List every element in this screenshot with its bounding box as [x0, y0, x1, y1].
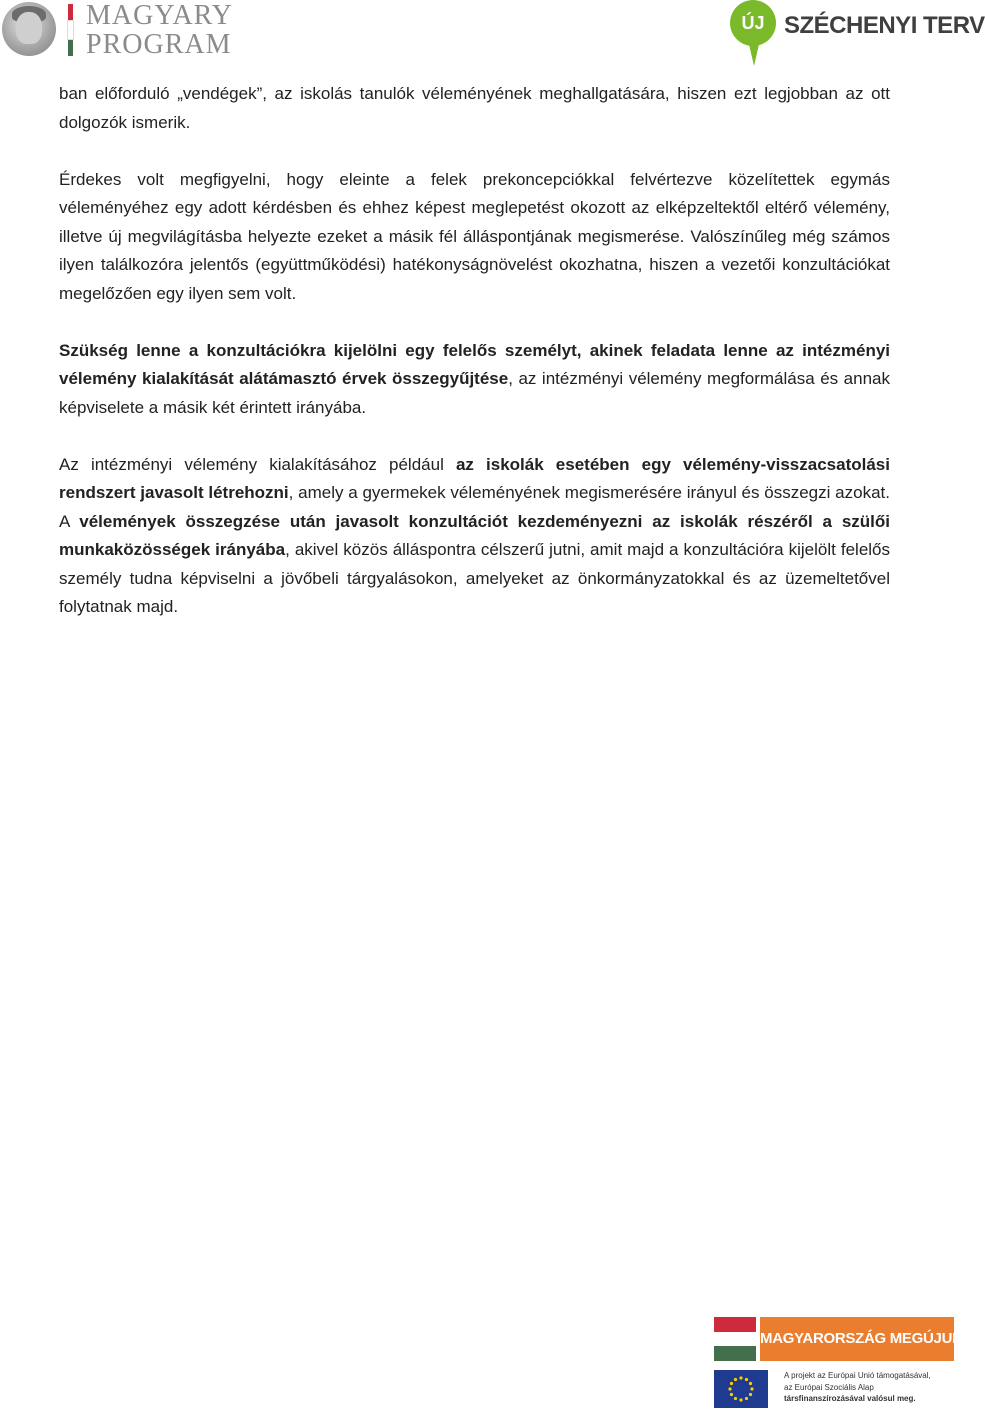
eu-star — [749, 1393, 752, 1396]
eu-funding-notice — [714, 1370, 954, 1408]
text-run: , az intézményi vélemény megformálása és annak képviselete a másik két érintett irányába. — [59, 369, 890, 417]
eu-line-1: A projekt az Európai Unió támogatásával, — [784, 1371, 931, 1380]
hungarian-flag-icon — [714, 1317, 756, 1361]
eu-star — [730, 1393, 733, 1396]
text-run: , akivel közös álláspontra célszerű jutni, amit majd a konzultációra kijelölt felelős személy tudna képviselni a jövőbeli tárgyalásokon, amelyeket az önkormányzatokkal és az üzemeltetővel folytatnak majd. — [59, 540, 891, 616]
magyary-program-wordmark — [86, 0, 233, 59]
megujul-banner: MAGYARORSZÁG MEGÚJUL — [760, 1317, 954, 1361]
paragraph — [59, 166, 890, 309]
eu-star — [739, 1376, 742, 1379]
eu-star — [734, 1378, 737, 1381]
bold-text-run: az iskolák esetében egy vélemény-visszacsatolási rendszert javasolt létrehozni — [59, 454, 890, 502]
magyary-program-logo — [0, 0, 240, 64]
text-run: Érdekes volt megfigyelni, hogy eleinte a felek prekoncepciókkal felvértezve közelítettek egymás véleményéhez egy adott kérdésben és ehhez képest meglepetést okozott az elképzeltektől eltérő vélemény, illetve új megvilágításba helyezte ezeket a másik fél álláspontjának megismerése. Valószínűleg még számos ilyen találkozóra jelentős (együttműködési) hatékonyságnövelést okozhatna, hiszen a vezetői konzultációkat megelőzően egy ilyen sem volt. — [59, 169, 890, 303]
bold-text-run: Szükség lenne a konzultációkra kijelölni egy felelős személyt, akinek feladata lenne az intézményi vélemény kialakítását alátámasztó érvek összegyűjtése — [59, 340, 890, 388]
eu-star — [750, 1387, 753, 1390]
szechenyi-terv-wordmark: SZÉCHENYI TERV — [784, 12, 985, 39]
eu-funding-text — [784, 1370, 931, 1405]
text-run: , amely a gyermekek véleményének megismerésére irányul és összegzi azokat. A — [59, 483, 890, 531]
logo-line-2: PROGRAM — [86, 29, 232, 60]
eu-star — [728, 1387, 731, 1390]
logo-line-1: MAGYARY — [86, 0, 234, 31]
bold-text-run: vélemények összegzése után javasolt konzultációt kezdeményezni az iskolák részéről a szülői munkaközösségek irányába — [59, 511, 891, 559]
eu-star — [749, 1382, 752, 1385]
magyarorszag-megujul-logo — [714, 1317, 961, 1361]
eu-flag-icon — [714, 1370, 768, 1408]
paragraph — [59, 337, 890, 423]
pin-badge-text: ÚJ — [741, 13, 765, 33]
text-run: ban előforduló „vendégek”, az iskolás tanulók véleményének meghallgatására, hiszen ezt legjobban az ott dolgozók ismerik. — [59, 84, 890, 132]
eu-line-2: az Európai Szociális Alap — [784, 1382, 874, 1392]
eu-line-3: társfinanszírozásával valósul meg. — [784, 1394, 916, 1403]
paragraph — [59, 451, 890, 622]
hungarian-flag-stripe-icon — [68, 4, 73, 56]
portrait-emblem-icon — [2, 2, 56, 56]
eu-star — [739, 1398, 742, 1401]
document-body — [59, 80, 890, 650]
eu-star — [734, 1397, 737, 1400]
uj-szechenyi-terv-logo — [720, 0, 985, 80]
eu-star — [745, 1378, 748, 1381]
eu-stars-icon — [714, 1370, 768, 1408]
paragraph — [59, 80, 890, 137]
text-run: Az intézményi vélemény kialakításához például — [59, 454, 456, 474]
eu-star — [745, 1397, 748, 1400]
map-pin-tail — [748, 40, 760, 66]
eu-star — [730, 1382, 733, 1385]
